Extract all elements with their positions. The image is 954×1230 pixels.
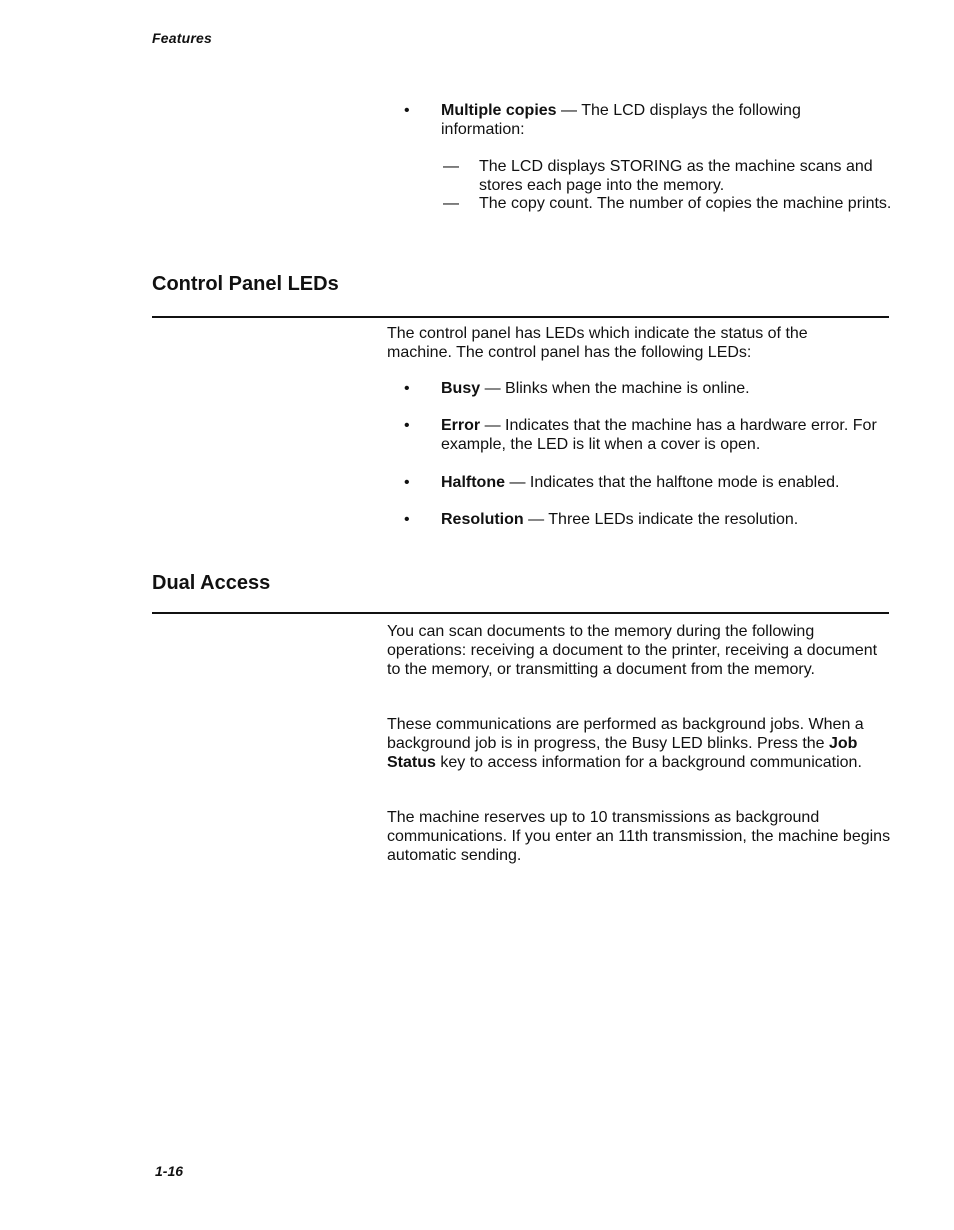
- bullet-icon: •: [404, 417, 410, 434]
- item-description: The LCD displays the following information:: [441, 102, 801, 138]
- item-description: Indicates that the halftone mode is enabled.: [529, 474, 840, 491]
- section-rule: [152, 612, 889, 614]
- job-status-key-label: Job Status: [387, 735, 858, 771]
- item-description: Indicates that the machine has a hardware error. For example, the LED is lit when a cover is open.: [441, 417, 877, 453]
- running-head: Features: [152, 30, 212, 46]
- section-rule: [152, 316, 889, 318]
- bullet-icon: •: [404, 474, 410, 491]
- bullet-icon: •: [404, 380, 410, 397]
- list-item-error: [441, 416, 901, 454]
- list-item-multiple-copies: [441, 101, 861, 139]
- term-label: Resolution: [441, 511, 524, 528]
- paragraph-dual-access-2: [387, 715, 872, 772]
- term-label: Multiple copies: [441, 102, 557, 119]
- paragraph-text: key to access information for a background communication.: [435, 754, 862, 771]
- term-separator: —: [556, 102, 582, 119]
- term-label: Busy: [441, 380, 481, 397]
- list-item-halftone: [441, 473, 911, 492]
- paragraph-text: These communications are performed as background jobs. When a background job is in progress, the Busy LED blinks. Press the: [387, 716, 864, 752]
- term-separator: —: [480, 417, 506, 434]
- section-intro-paragraph: The control panel has LEDs which indicate the status of the machine. The control panel has the following LEDs:: [387, 325, 808, 361]
- sub-list-item: The LCD displays STORING as the machine scans and stores each page into the memory.: [479, 158, 873, 194]
- bullet-icon: •: [404, 511, 410, 528]
- term-separator: —: [480, 380, 506, 397]
- list-item-resolution: [441, 510, 911, 529]
- paragraph-dual-access-3: The machine reserves up to 10 transmissions as background communications. If you enter an 11th transmission, the machine begins automatic sending.: [387, 809, 891, 864]
- bullet-icon: •: [404, 102, 410, 119]
- term-label: Error: [441, 417, 481, 434]
- term-separator: —: [505, 474, 530, 491]
- item-description: Three LEDs indicate the resolution.: [548, 511, 799, 528]
- dash-icon: —: [443, 195, 459, 212]
- page-number: 1-16: [155, 1163, 184, 1179]
- term-separator: —: [523, 511, 549, 528]
- list-item-busy: [441, 379, 911, 398]
- sub-list-item: The copy count. The number of copies the machine prints.: [479, 195, 892, 212]
- item-description: Blinks when the machine is online.: [505, 380, 750, 397]
- term-label: Halftone: [441, 474, 505, 491]
- paragraph-dual-access-1: You can scan documents to the memory during the following operations: receiving a document to the printer, receiving a document to the memory, or transmitting a document from the memory.: [387, 623, 878, 678]
- section-heading-control-panel-leds: Control Panel LEDs: [152, 273, 339, 295]
- dash-icon: —: [443, 158, 459, 175]
- section-heading-dual-access: Dual Access: [152, 572, 271, 594]
